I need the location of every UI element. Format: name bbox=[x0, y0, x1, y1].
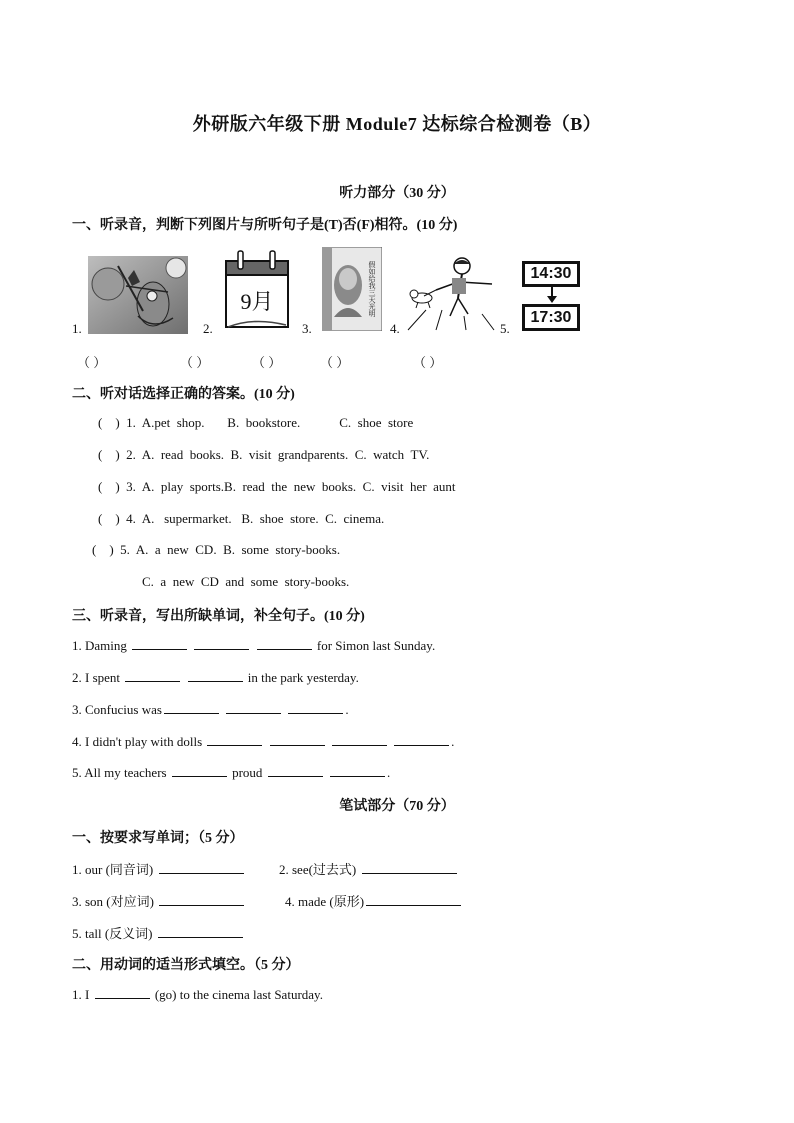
w1-heading: 一、按要求写单词；（5 分） bbox=[72, 831, 244, 846]
time-start-display: 14:30 bbox=[522, 261, 580, 287]
sentence-text: 3. Confucius was bbox=[72, 702, 162, 717]
book-cover-image bbox=[322, 247, 382, 331]
answer-blank[interactable] bbox=[194, 637, 249, 650]
w1-item-4 bbox=[285, 891, 463, 910]
sentence-text: in the park yesterday. bbox=[247, 670, 359, 685]
answer-blank[interactable] bbox=[362, 861, 457, 874]
part2-heading: 二、听对话选择正确的答案。(10 分) bbox=[72, 387, 295, 402]
sentence-text: 5. All my teachers bbox=[72, 765, 167, 780]
answer-paren-2[interactable]: （ ） bbox=[180, 355, 210, 370]
boy-walking-dog-image bbox=[406, 254, 496, 332]
part2-item-3: ( ) 3. A. play sports.B. read the new books. C. visit her aunt bbox=[98, 479, 456, 494]
sentence-text: 1. Daming bbox=[72, 638, 127, 653]
answer-blank[interactable] bbox=[366, 893, 461, 906]
answer-paren-3[interactable]: （ ） bbox=[252, 355, 282, 370]
part1-heading: 一、听录音，判断下列图片与所听句子是(T)否(F)相符。(10 分) bbox=[72, 218, 458, 233]
pic-number-3: 3. bbox=[302, 321, 312, 336]
part2-item-4: ( ) 4. A. supermarket. B. shoe store. C. cinema. bbox=[98, 511, 385, 526]
answer-paren-5[interactable]: （ ） bbox=[413, 355, 443, 370]
book-title: 假如给我三天光明 bbox=[368, 261, 376, 317]
answer-blank[interactable] bbox=[268, 764, 323, 777]
w1-item-2 bbox=[279, 859, 459, 878]
answer-blank[interactable] bbox=[125, 669, 180, 682]
part3-sentence-3 bbox=[72, 701, 349, 718]
answer-blank[interactable] bbox=[172, 764, 227, 777]
pic-number-4: 4. bbox=[390, 321, 400, 336]
answer-blank[interactable] bbox=[270, 733, 325, 746]
w1-item-1 bbox=[72, 859, 246, 878]
answer-paren-1[interactable]: （ ） bbox=[77, 355, 107, 370]
part3-sentence-1 bbox=[72, 637, 435, 654]
part2-item-5: ( ) 5. A. a new CD. B. some story-books. bbox=[92, 542, 341, 557]
part2-item-1: ( ) 1. A.pet shop. B. bookstore. C. shoe store bbox=[98, 415, 414, 430]
answer-blank[interactable] bbox=[288, 701, 343, 714]
answer-blank[interactable] bbox=[332, 733, 387, 746]
answer-blank[interactable] bbox=[132, 637, 187, 650]
sentence-text: 2. I spent bbox=[72, 670, 121, 685]
item-text: 4. made (原形) bbox=[285, 894, 365, 909]
item-text: 5. tall (反义词) bbox=[72, 926, 153, 941]
space-rocket-image bbox=[88, 256, 188, 334]
answer-blank[interactable] bbox=[159, 893, 244, 906]
w2-sentence-1 bbox=[72, 986, 323, 1003]
item-text: 3. son (对应词) bbox=[72, 894, 154, 909]
answer-blank[interactable] bbox=[257, 637, 312, 650]
sentence-text: for Simon last Sunday. bbox=[316, 638, 436, 653]
calendar-icon bbox=[224, 247, 290, 331]
sentence-text: (go) to the cinema last Saturday. bbox=[154, 987, 323, 1002]
arrow-down-icon bbox=[546, 287, 558, 303]
item-text: 1. our (同音词) bbox=[72, 862, 154, 877]
pic-number-2: 2. bbox=[203, 321, 213, 336]
answer-blank[interactable] bbox=[188, 669, 243, 682]
part3-sentence-4 bbox=[72, 733, 454, 750]
sentence-text: . bbox=[451, 734, 455, 749]
part3-sentence-2 bbox=[72, 669, 359, 686]
part3-heading: 三、听录音，写出所缺单词，补全句子。(10 分) bbox=[72, 609, 365, 624]
answer-blank[interactable] bbox=[95, 986, 150, 999]
sentence-text: . bbox=[345, 702, 349, 717]
written-section-header: 笔试部分（70 分） bbox=[339, 799, 455, 814]
answer-blank[interactable] bbox=[159, 861, 244, 874]
calendar-text: 9月 bbox=[240, 289, 274, 314]
answer-blank[interactable] bbox=[207, 733, 262, 746]
pic-number-1: 1. bbox=[72, 321, 82, 336]
answer-blank[interactable] bbox=[226, 701, 281, 714]
w1-item-5 bbox=[72, 923, 245, 942]
pic-number-5: 5. bbox=[500, 321, 510, 336]
part2-item-5-option-c: C. a new CD and some story-books. bbox=[142, 574, 350, 589]
part3-sentence-5 bbox=[72, 764, 390, 781]
item-text: 2. see(过去式) bbox=[279, 862, 357, 877]
w1-item-3 bbox=[72, 891, 246, 910]
sentence-text: . bbox=[386, 765, 391, 780]
answer-blank[interactable] bbox=[158, 925, 243, 938]
answer-paren-4[interactable]: （ ） bbox=[320, 355, 350, 370]
sentence-text: proud bbox=[232, 765, 263, 780]
part2-item-2: ( ) 2. A. read books. B. visit grandparents. C. watch TV. bbox=[98, 447, 430, 462]
listening-section-header: 听力部分（30 分） bbox=[339, 186, 455, 201]
answer-blank[interactable] bbox=[164, 701, 219, 714]
page-title: 外研版六年级下册 Module7 达标综合检测卷（B） bbox=[192, 114, 602, 134]
sentence-text: 1. I bbox=[72, 987, 90, 1002]
answer-blank[interactable] bbox=[330, 764, 385, 777]
answer-blank[interactable] bbox=[394, 733, 449, 746]
w2-heading: 二、用动词的适当形式填空。（5 分） bbox=[72, 958, 300, 973]
sentence-text: 4. I didn't play with dolls bbox=[72, 734, 203, 749]
time-end-display: 17:30 bbox=[522, 304, 580, 331]
